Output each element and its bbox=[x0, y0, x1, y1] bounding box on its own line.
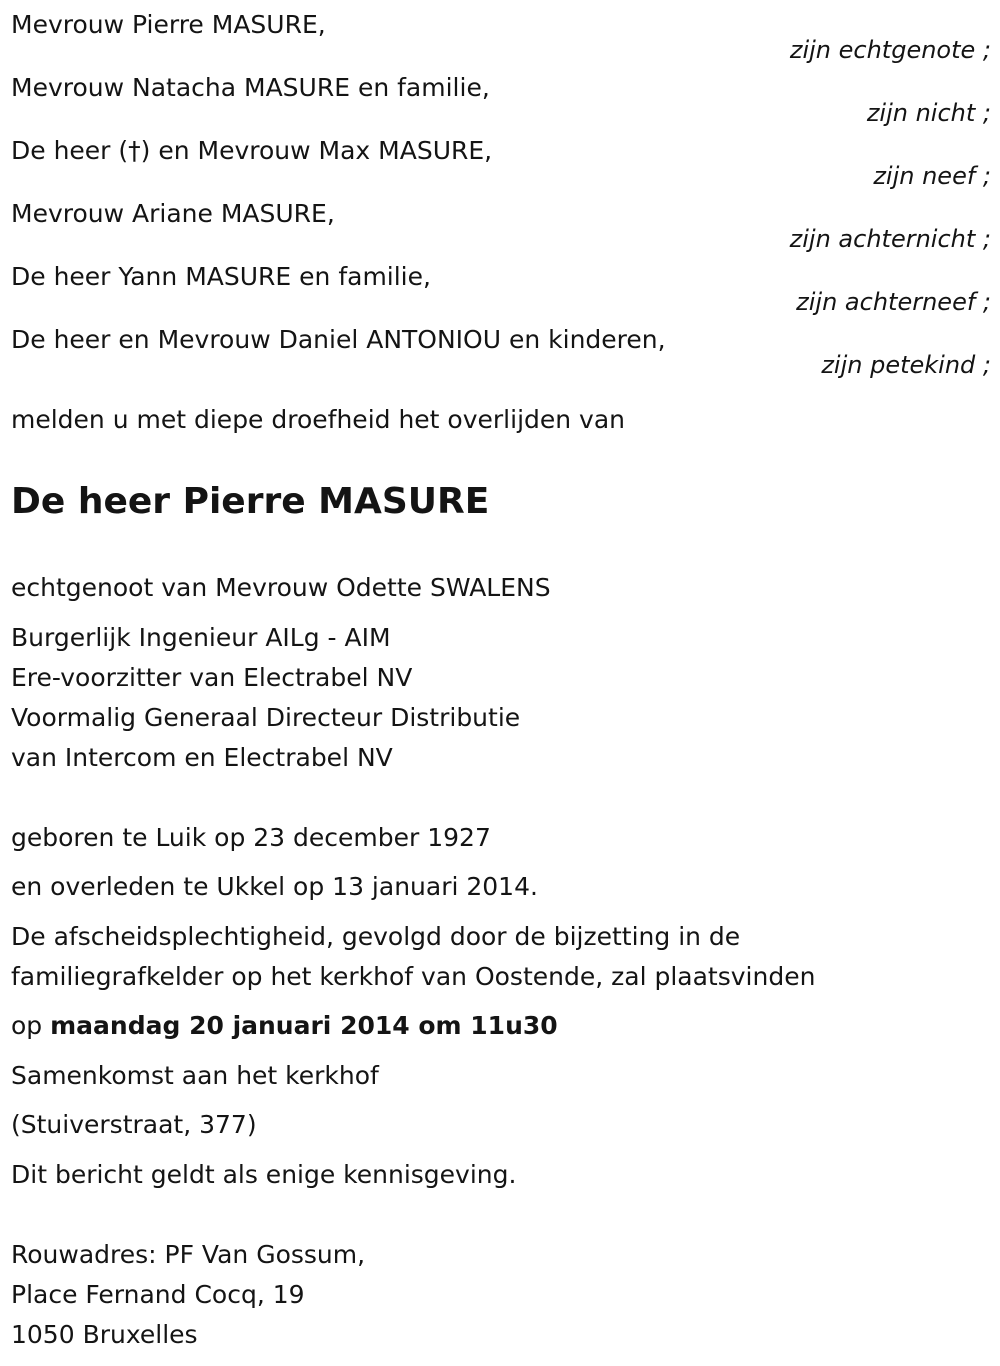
relative-row bbox=[11, 126, 991, 189]
relative-relation: zijn petekind ; bbox=[821, 351, 991, 379]
date-value: maandag 20 januari 2014 om 11u30 bbox=[50, 1011, 558, 1040]
relative-relation: zijn echtgenote ; bbox=[789, 36, 991, 64]
death-line: en overleden te Ukkel op 13 januari 2014. bbox=[11, 872, 538, 901]
relative-name: De heer (†) en Mevrouw Max MASURE, bbox=[11, 136, 493, 165]
meeting-address: (Stuiverstraat, 377) bbox=[11, 1110, 257, 1139]
relative-row bbox=[11, 189, 991, 252]
title-line: Ere-voorzitter van Electrabel NV bbox=[11, 663, 413, 692]
birth-line: geboren te Luik op 23 december 1927 bbox=[11, 823, 491, 852]
ceremony-date bbox=[11, 1009, 558, 1043]
address-line: Rouwadres: PF Van Gossum, bbox=[11, 1240, 366, 1269]
title-line: Voormalig Generaal Directeur Distributie bbox=[11, 703, 521, 732]
relative-name: De heer Yann MASURE en familie, bbox=[11, 262, 431, 291]
address-line: Place Fernand Cocq, 19 bbox=[11, 1280, 305, 1309]
obituary-notice bbox=[11, 0, 991, 1366]
title-line: van Intercom en Electrabel NV bbox=[11, 743, 393, 772]
date-prefix: op bbox=[11, 1011, 51, 1040]
title-line: Burgerlijk Ingenieur AILg - AIM bbox=[11, 623, 391, 652]
notice-line: Dit bericht geldt als enige kennisgeving. bbox=[11, 1160, 517, 1189]
relatives-list bbox=[11, 0, 991, 378]
spouse-line: echtgenoot van Mevrouw Odette SWALENS bbox=[11, 573, 551, 602]
ceremony-line: familiegrafkelder op het kerkhof van Oostende, zal plaatsvinden bbox=[11, 962, 816, 991]
address-line: 1050 Bruxelles bbox=[11, 1320, 198, 1349]
relative-relation: zijn achterneef ; bbox=[796, 288, 991, 316]
relative-relation: zijn achternicht ; bbox=[789, 225, 991, 253]
relative-name: Mevrouw Pierre MASURE, bbox=[11, 10, 326, 39]
deceased-name: De heer Pierre MASURE bbox=[11, 481, 490, 522]
relative-row bbox=[11, 63, 991, 126]
meeting-line: Samenkomst aan het kerkhof bbox=[11, 1061, 379, 1090]
announcement-text: melden u met diepe droefheid het overlijden van bbox=[11, 405, 626, 434]
relative-row bbox=[11, 0, 991, 63]
relative-row bbox=[11, 315, 991, 378]
relative-name: Mevrouw Natacha MASURE en familie, bbox=[11, 73, 490, 102]
relative-row bbox=[11, 252, 991, 315]
ceremony-line: De afscheidsplechtigheid, gevolgd door de bijzetting in de bbox=[11, 922, 741, 951]
relative-relation: zijn nicht ; bbox=[866, 99, 991, 127]
relative-relation: zijn neef ; bbox=[873, 162, 991, 190]
relative-name: De heer en Mevrouw Daniel ANTONIOU en kinderen, bbox=[11, 325, 666, 354]
relative-name: Mevrouw Ariane MASURE, bbox=[11, 199, 335, 228]
